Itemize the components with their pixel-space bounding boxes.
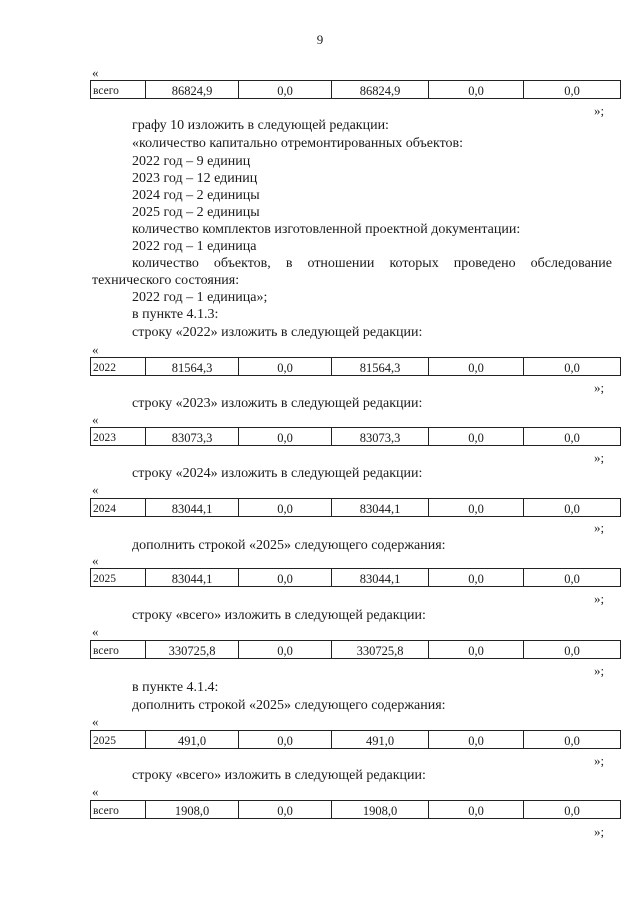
close-quote: »; — [594, 753, 605, 768]
paragraph: строку «2022» изложить в следующей редакции: — [132, 325, 423, 340]
amendment-table-8 — [90, 800, 621, 819]
paragraph: в пункте 4.1.3: — [132, 307, 219, 322]
table-cell: 1908,0 — [332, 801, 429, 819]
close-quote: »; — [594, 663, 605, 678]
open-quote: « — [92, 714, 99, 729]
table-cell: 0,0 — [524, 81, 621, 99]
table-row — [91, 641, 621, 659]
table-cell: 0,0 — [524, 428, 621, 446]
table-cell: всего — [91, 801, 146, 819]
paragraph: строку «всего» изложить в следующей редакции: — [132, 768, 426, 783]
table-cell: 0,0 — [239, 499, 332, 517]
open-quote: « — [92, 784, 99, 799]
amendment-table-3 — [90, 427, 621, 446]
table-row — [91, 428, 621, 446]
table-cell: 330725,8 — [332, 641, 429, 659]
paragraph: дополнить строкой «2025» следующего содержания: — [132, 698, 446, 713]
table-row — [91, 569, 621, 587]
table-cell: 0,0 — [429, 81, 524, 99]
amendment-table-6 — [90, 640, 621, 659]
table-cell: 2025 — [91, 731, 146, 749]
table-cell: 83073,3 — [146, 428, 239, 446]
open-quote: « — [92, 342, 99, 357]
table-cell: 491,0 — [332, 731, 429, 749]
page-number: 9 — [316, 32, 324, 47]
close-quote: »; — [594, 450, 605, 465]
table-cell: 0,0 — [524, 731, 621, 749]
table-cell: 86824,9 — [332, 81, 429, 99]
paragraph: 2025 год – 2 единицы — [132, 205, 260, 220]
table-cell: 2024 — [91, 499, 146, 517]
table-cell: всего — [91, 641, 146, 659]
paragraph: «количество капитально отремонтированных объектов: — [132, 136, 464, 151]
table-cell: 0,0 — [239, 358, 332, 376]
close-quote: »; — [594, 591, 605, 606]
table-cell: 81564,3 — [146, 358, 239, 376]
table-row — [91, 801, 621, 819]
table-cell: 0,0 — [524, 801, 621, 819]
paragraph: в пункте 4.1.4: — [132, 680, 219, 695]
table-cell: 0,0 — [429, 731, 524, 749]
paragraph: графу 10 изложить в следующей редакции: — [132, 118, 389, 133]
close-quote: »; — [594, 520, 605, 535]
paragraph: 2022 год – 1 единица»; — [132, 290, 268, 305]
table-cell: 0,0 — [239, 801, 332, 819]
table-cell: 0,0 — [524, 499, 621, 517]
paragraph: 2022 год – 9 единиц — [132, 154, 251, 169]
table-cell: 0,0 — [239, 641, 332, 659]
table-cell: 0,0 — [524, 358, 621, 376]
table-row — [91, 81, 621, 99]
open-quote: « — [92, 412, 99, 427]
paragraph: строку «2024» изложить в следующей редакции: — [132, 466, 423, 481]
close-quote: »; — [594, 380, 605, 395]
table-cell: 330725,8 — [146, 641, 239, 659]
close-quote: »; — [594, 103, 605, 118]
open-quote: « — [92, 65, 99, 80]
table-cell: 83044,1 — [332, 499, 429, 517]
table-cell: 0,0 — [239, 81, 332, 99]
table-cell: 0,0 — [429, 428, 524, 446]
table-cell: 2025 — [91, 569, 146, 587]
amendment-table-1 — [90, 80, 621, 99]
paragraph: 2024 год – 2 единицы — [132, 188, 260, 203]
paragraph: строку «2023» изложить в следующей редакции: — [132, 396, 423, 411]
table-cell: 83044,1 — [146, 569, 239, 587]
paragraph: 2022 год – 1 единица — [132, 239, 257, 254]
table-cell: всего — [91, 81, 146, 99]
table-cell: 86824,9 — [146, 81, 239, 99]
table-cell: 0,0 — [429, 358, 524, 376]
table-cell: 83044,1 — [332, 569, 429, 587]
table-cell: 0,0 — [429, 801, 524, 819]
table-cell: 0,0 — [524, 569, 621, 587]
amendment-table-5 — [90, 568, 621, 587]
paragraph: количество объектов, в отношении которых проведено обследование технического состояния: — [92, 256, 612, 288]
table-cell: 0,0 — [429, 499, 524, 517]
table-cell: 2023 — [91, 428, 146, 446]
table-cell: 2022 — [91, 358, 146, 376]
table-cell: 0,0 — [524, 641, 621, 659]
paragraph: количество комплектов изготовленной проектной документации: — [132, 222, 521, 237]
table-cell: 0,0 — [239, 731, 332, 749]
open-quote: « — [92, 482, 99, 497]
open-quote: « — [92, 553, 99, 568]
table-row — [91, 731, 621, 749]
table-cell: 83073,3 — [332, 428, 429, 446]
table-cell: 81564,3 — [332, 358, 429, 376]
table-cell: 0,0 — [429, 641, 524, 659]
table-cell: 83044,1 — [146, 499, 239, 517]
table-row — [91, 499, 621, 517]
table-cell: 0,0 — [239, 428, 332, 446]
amendment-table-4 — [90, 498, 621, 517]
amendment-table-7 — [90, 730, 621, 749]
table-cell: 0,0 — [429, 569, 524, 587]
open-quote: « — [92, 624, 99, 639]
close-quote: »; — [594, 824, 605, 839]
table-row — [91, 358, 621, 376]
table-cell: 0,0 — [239, 569, 332, 587]
amendment-table-2 — [90, 357, 621, 376]
paragraph: строку «всего» изложить в следующей редакции: — [132, 608, 426, 623]
table-cell: 1908,0 — [146, 801, 239, 819]
paragraph: дополнить строкой «2025» следующего содержания: — [132, 538, 446, 553]
paragraph: 2023 год – 12 единиц — [132, 171, 258, 186]
table-cell: 491,0 — [146, 731, 239, 749]
